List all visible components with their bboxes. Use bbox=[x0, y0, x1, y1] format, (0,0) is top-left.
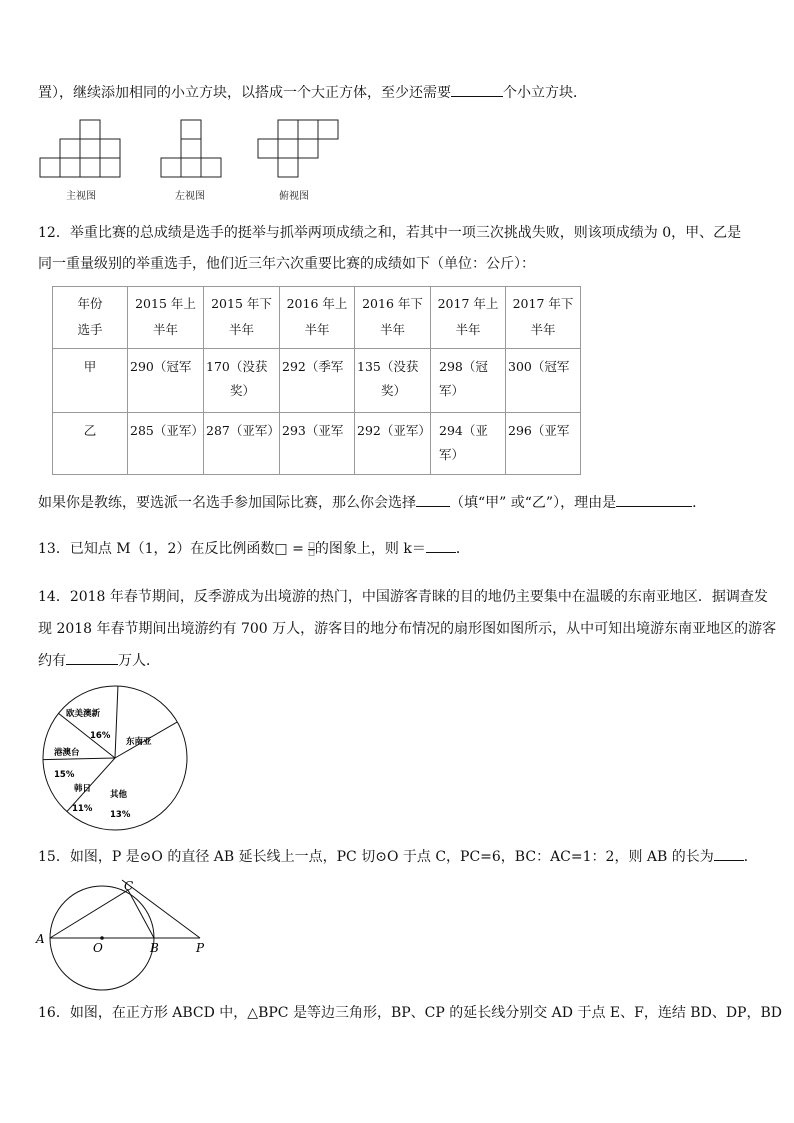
table-header-row bbox=[53, 287, 581, 349]
q12-question bbox=[38, 492, 706, 512]
table-cell bbox=[506, 349, 581, 413]
header-cell bbox=[506, 287, 581, 349]
tangent-pc bbox=[122, 880, 200, 938]
function-fraction bbox=[308, 542, 315, 557]
chord-ac bbox=[50, 890, 128, 938]
label-b: B bbox=[150, 941, 159, 955]
q15-text-pre: 15．如图，P 是⊙O 的直径 AB 延长线上一点，PC 切⊙O 于点 C，PC=6，BC：AC=1：2，则 AB 的长为 bbox=[38, 849, 714, 865]
q12-question-pre: 如果你是教练，要选派一名选手参加国际比赛，那么你会选择 bbox=[38, 495, 416, 511]
header-line: 半年 bbox=[379, 322, 405, 337]
header-line: 半年 bbox=[152, 322, 178, 337]
q15-answer-blank[interactable] bbox=[714, 846, 744, 861]
q14-line3 bbox=[38, 650, 160, 670]
header-cell bbox=[128, 287, 204, 349]
q11-text-post: 个小立方块． bbox=[503, 85, 587, 101]
header-line: 2015 年下 bbox=[211, 296, 272, 311]
pie-label-hk-macau-tw: 港澳台 bbox=[54, 748, 80, 758]
table-cell bbox=[431, 349, 506, 413]
function-symbol: □ = bbox=[274, 541, 309, 557]
pie-label-other-pct: 13% bbox=[110, 810, 131, 820]
label-c: C bbox=[124, 879, 134, 893]
q14-line2: 现 2018 年春节期间出境游约有 700 万人，游客目的地分布情况的扇形图如图所示，从中可知出境游东南亚地区的游客 bbox=[38, 621, 777, 637]
label-o: O bbox=[93, 941, 103, 955]
table-cell bbox=[355, 349, 431, 413]
cell-line: 292（季军 bbox=[282, 359, 344, 374]
table-cell bbox=[204, 349, 280, 413]
row-player-name: 乙 bbox=[53, 413, 128, 475]
header-cell bbox=[355, 287, 431, 349]
cell-line: 296（亚军 bbox=[508, 423, 570, 438]
table-corner bbox=[53, 287, 128, 349]
row-player-name: 甲 bbox=[53, 349, 128, 413]
pie-label-southeast-asia: 东南亚 bbox=[126, 737, 152, 747]
q12-line2: 同一重量级别的举重选手，他们近三年六次重要比赛的成绩如下（单位：公斤）： bbox=[38, 256, 535, 272]
q16-text: 16．如图，在正方形 ABCD 中，△BPC 是等边三角形，BP、CP 的延长线分别交 AD 于点 E、F，连结 BD、DP，BD bbox=[38, 1005, 782, 1021]
fraction-denominator: □ bbox=[308, 548, 315, 557]
corner-player: 选手 bbox=[77, 322, 103, 337]
cell-line: 298（冠军） bbox=[439, 359, 488, 398]
cell-line: 285（亚军） bbox=[130, 423, 204, 438]
pie-label-other: 其他 bbox=[110, 790, 128, 800]
corner-year: 年份 bbox=[77, 296, 103, 311]
q14-line3-post: 万人． bbox=[118, 653, 160, 669]
q15-text bbox=[38, 846, 758, 866]
q11-answer-blank[interactable] bbox=[451, 82, 503, 97]
q13-text-pre: 13．已知点 M（1，2）在反比例函数 bbox=[38, 541, 275, 557]
caption-front-view: 主视图 bbox=[66, 191, 96, 202]
front-view bbox=[40, 120, 120, 177]
q11-text-pre: 置），继续添加相同的小立方块，以搭成一个大正方体，至少还需要 bbox=[38, 85, 451, 101]
table-cell bbox=[506, 413, 581, 475]
table-row bbox=[53, 349, 581, 413]
q13-text-mid: 的图象上，则 k＝ bbox=[314, 541, 426, 557]
header-line: 半年 bbox=[304, 322, 330, 337]
cell-line: 300（冠军 bbox=[508, 359, 570, 374]
pie-label-hk-macau-tw-pct: 15% bbox=[54, 770, 75, 780]
fraction-numerator: □ bbox=[308, 540, 315, 549]
header-line: 2016 年下 bbox=[362, 296, 423, 311]
header-cell bbox=[431, 287, 506, 349]
cell-line: 293（亚军 bbox=[282, 423, 344, 438]
header-line: 2017 年上 bbox=[437, 296, 499, 311]
table-cell bbox=[128, 413, 204, 475]
label-p: P bbox=[196, 941, 205, 955]
q12-choice-blank[interactable] bbox=[416, 492, 450, 507]
header-line: 半年 bbox=[228, 322, 254, 337]
center-point bbox=[100, 936, 104, 940]
circle-tangent-figure bbox=[36, 870, 216, 990]
pie-label-europe-pct: 16% bbox=[90, 731, 111, 741]
top-view bbox=[258, 120, 338, 177]
q14-answer-blank[interactable] bbox=[66, 650, 118, 665]
left-view bbox=[161, 120, 221, 177]
cell-line: 290（冠军 bbox=[130, 359, 192, 374]
three-views-figure bbox=[38, 118, 358, 188]
header-line: 2015 年上 bbox=[135, 296, 196, 311]
table-cell bbox=[355, 413, 431, 475]
destination-pie-chart bbox=[40, 683, 190, 833]
cell-line: 292（亚军） bbox=[357, 423, 431, 438]
q13-answer-blank[interactable] bbox=[426, 538, 456, 553]
cell-line: 170（没获 bbox=[206, 359, 268, 374]
q14-line3-pre: 约有 bbox=[38, 653, 66, 669]
caption-top-view: 俯视图 bbox=[279, 191, 309, 202]
label-a: A bbox=[36, 932, 45, 946]
pie-slices bbox=[43, 686, 187, 830]
table-cell bbox=[204, 413, 280, 475]
q12-line1: 12．举重比赛的总成绩是选手的挺举与抓举两项成绩之和，若其中一项三次挑战失败，则该项成绩为 0，甲、乙是 bbox=[38, 225, 742, 241]
q13-text bbox=[38, 538, 470, 558]
table-cell bbox=[280, 349, 355, 413]
q11-text bbox=[38, 82, 587, 102]
q12-reason-blank[interactable] bbox=[616, 492, 692, 507]
q13-text-post: ． bbox=[455, 541, 470, 557]
cell-line: 294（亚军） bbox=[439, 423, 488, 462]
table-cell bbox=[280, 413, 355, 475]
header-line: 2017 年下 bbox=[512, 296, 574, 311]
header-cell bbox=[204, 287, 280, 349]
caption-left-view: 左视图 bbox=[175, 191, 205, 202]
header-line: 2016 年上 bbox=[286, 296, 348, 311]
cell-line: 奖） bbox=[380, 383, 406, 398]
pie-label-korea-japan-pct: 11% bbox=[72, 804, 93, 814]
q15-text-post: ． bbox=[743, 849, 758, 865]
cell-line: 奖） bbox=[229, 383, 255, 398]
header-line: 半年 bbox=[455, 322, 481, 337]
table-row bbox=[53, 413, 581, 475]
table-cell bbox=[128, 349, 204, 413]
cell-line: 287（亚军） bbox=[206, 423, 280, 438]
q12-question-mid: （填“甲” 或“乙”），理由是 bbox=[450, 495, 617, 511]
score-table bbox=[52, 286, 581, 475]
q14-line1: 14．2018 年春节期间，反季游成为出境游的热门，中国游客青睐的目的地仍主要集中在温暖的东南亚地区．据调查发 bbox=[38, 589, 768, 605]
header-cell bbox=[280, 287, 355, 349]
pie-label-europe: 欧美澳新 bbox=[66, 709, 101, 719]
cell-line: 135（没获 bbox=[357, 359, 419, 374]
chord-bc bbox=[128, 890, 154, 938]
table-cell bbox=[431, 413, 506, 475]
pie-label-korea-japan: 韩日 bbox=[74, 784, 92, 794]
q12-question-post: ． bbox=[692, 495, 707, 511]
header-line: 半年 bbox=[530, 322, 556, 337]
